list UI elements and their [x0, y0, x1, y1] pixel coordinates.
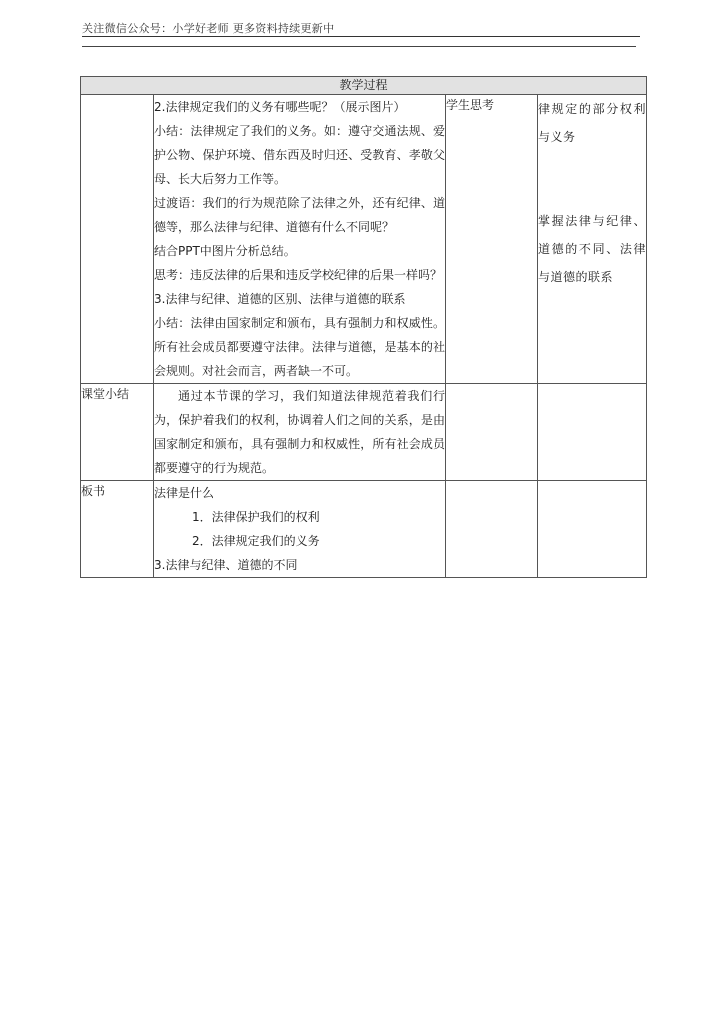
table-row: [81, 95, 647, 384]
summary-paragraph: 通过本节课的学习，我们知道法律规范着我们行为，保护着我们的权利，协调着人们之间的关系，是由国家制定和颁布，具有强制力和权威性，所有社会成员都要遵守的行为规范。: [154, 389, 445, 475]
table-row: [81, 384, 647, 481]
student-activity-cell: [446, 384, 538, 481]
table-title-row: [81, 77, 647, 95]
content-paragraph: 3.法律与纪律、道德的区别、法律与道德的联系: [154, 292, 406, 306]
row-label: 课堂小结: [81, 384, 154, 481]
board-content-cell: [154, 481, 446, 578]
design-intent-cell: [538, 384, 647, 481]
summary-content-cell: [154, 384, 446, 481]
table-title: 教学过程: [81, 77, 647, 95]
row-label: [81, 95, 154, 384]
board-line: 法律是什么: [154, 486, 215, 500]
board-line: 2．法律规定我们的义务: [192, 534, 320, 548]
header-rule-bottom: [82, 46, 636, 47]
intent-text-1: 律规定的部分权利与义务: [538, 102, 647, 144]
content-paragraph: 小结：法律规定了我们的义务。如：遵守交通法规、爱护公物、保护环境、借东西及时归还、受教育、孝敬父母、长大后努力工作等。: [154, 124, 445, 186]
content-paragraph: 2.法律规定我们的义务有哪些呢？（展示图片）: [154, 100, 406, 114]
row-label: 板书: [81, 481, 154, 578]
lesson-process-table: [80, 76, 647, 578]
board-line: 1．法律保护我们的权利: [192, 510, 320, 524]
content-paragraph: 过渡语：我们的行为规范除了法律之外，还有纪律、道德等，那么法律与纪律、道德有什么不同呢？: [154, 196, 445, 234]
student-activity-cell: 学生思考: [446, 95, 538, 384]
content-paragraph: 小结：法律由国家制定和颁布，具有强制力和权威性。所有社会成员都要遵守法律。法律与道德，是基本的社会规则。对社会而言，两者缺一不可。: [154, 316, 445, 378]
process-content-cell: [154, 95, 446, 384]
intent-spacer: [538, 151, 646, 207]
table-row: [81, 481, 647, 578]
design-intent-cell: [538, 95, 647, 384]
intent-text-2: 掌握法律与纪律、道德的不同、法律与道德的联系: [538, 214, 647, 284]
header-rule-top: [82, 36, 640, 37]
student-activity-cell: [446, 481, 538, 578]
design-intent-cell: [538, 481, 647, 578]
content-paragraph: 结合PPT中图片分析总结。: [154, 244, 296, 258]
page-header-text: 关注微信公众号：小学好老师 更多资料持续更新中: [82, 22, 335, 35]
content-paragraph: 思考：违反法律的后果和违反学校纪律的后果一样吗？: [154, 268, 443, 282]
board-line: 3.法律与纪律、道德的不同: [154, 558, 298, 572]
